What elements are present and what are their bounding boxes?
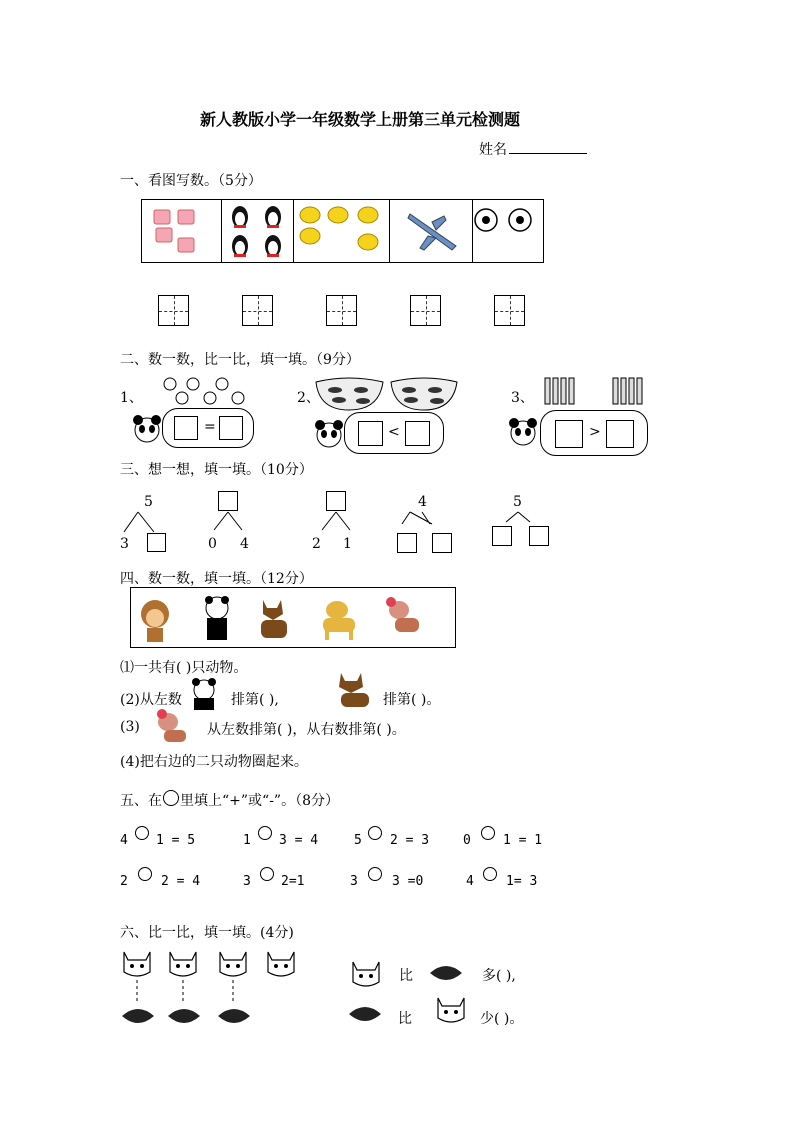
- section-3-heading: 三、想一想，填一填。（10分）: [120, 462, 313, 478]
- question-4-2a: (2)从左数: [120, 692, 182, 708]
- animals-strip: [130, 587, 456, 648]
- answer-box-3[interactable]: [326, 295, 357, 326]
- question-4-2b: 排第( ),: [231, 692, 279, 708]
- panda-icon: [188, 678, 222, 712]
- eq-row2-2a: 3: [243, 874, 251, 889]
- op-circle-6[interactable]: [260, 867, 274, 881]
- bond-3-left: 2: [312, 536, 321, 552]
- bond-5-left-box[interactable]: [492, 526, 512, 546]
- section-6-heading: 六、比一比，填一填。(4分): [120, 925, 294, 941]
- mouse-icon: [154, 708, 198, 748]
- cups-icon: [148, 206, 218, 258]
- panda-icon: [130, 412, 164, 446]
- eq-row1-4b: 1 = 1: [503, 833, 543, 848]
- name-label: 姓名: [479, 139, 587, 159]
- chicks-icon: [296, 204, 388, 260]
- eq-row2-2b: 2=1: [281, 874, 305, 889]
- eq-row2-1a: 2: [120, 874, 128, 889]
- soccer-balls-icon: [474, 208, 540, 234]
- cat-icon: [434, 994, 472, 1028]
- bond-1-right-box[interactable]: [147, 533, 166, 552]
- answer-box-2[interactable]: [242, 295, 273, 326]
- section-4-heading: 四、数一数，填一填。（12分）: [120, 571, 313, 587]
- eq-row2-4b: 1= 3: [506, 874, 538, 889]
- bond-4-right-box[interactable]: [432, 533, 452, 553]
- airplane-icon: [406, 210, 460, 254]
- cat-icon: [335, 669, 375, 709]
- eq-row1-2b: 3 = 4: [279, 833, 319, 848]
- item-3-number: 3、: [511, 390, 534, 406]
- item-2-number: 2、: [297, 390, 320, 406]
- question-4-4: (4)把右边的二只动物圈起来。: [120, 754, 308, 770]
- answer-box-5[interactable]: [494, 295, 525, 326]
- fish-icon: [347, 998, 383, 1030]
- picture-strip: [141, 199, 544, 263]
- op-circle-3[interactable]: [368, 826, 382, 840]
- operator-1: =: [204, 419, 216, 435]
- bond-5-right-box[interactable]: [529, 526, 549, 546]
- section-1-heading: 一、看图写数。（5分）: [120, 173, 262, 189]
- penguins-icon: [228, 203, 290, 261]
- compare-box-3b[interactable]: [606, 420, 634, 448]
- question-4-1: ⑴一共有( )只动物。: [120, 660, 248, 676]
- compare-answer-2: 少( )。: [480, 1011, 524, 1027]
- panda-icon: [506, 415, 540, 449]
- question-4-3a: (3): [120, 719, 140, 735]
- bond-2-right: 4: [240, 536, 249, 552]
- cats-fish-match-icon: [118, 946, 302, 1034]
- eq-row2-3a: 3: [350, 874, 358, 889]
- eq-row1-3b: 2 = 3: [390, 833, 430, 848]
- eq-row2-3b: 3 =0: [392, 874, 424, 889]
- question-4-2c: 排第( )。: [383, 692, 441, 708]
- bond-3-right: 1: [343, 536, 352, 552]
- circle-icon: [163, 790, 179, 806]
- eq-row1-3a: 5: [354, 833, 362, 848]
- animals-row-icon: [137, 594, 447, 644]
- op-circle-7[interactable]: [368, 867, 382, 881]
- compare-box-2b[interactable]: [405, 421, 430, 446]
- compare-box-2a[interactable]: [358, 421, 383, 446]
- op-circle-8[interactable]: [483, 867, 497, 881]
- op-circle-1[interactable]: [135, 826, 149, 840]
- op-circle-5[interactable]: [138, 867, 152, 881]
- eq-row1-1a: 4: [120, 833, 128, 848]
- compare-box-1b[interactable]: [219, 416, 243, 440]
- fish-icon: [428, 957, 464, 989]
- operator-2: <: [388, 424, 400, 440]
- compare-word-1: 比: [399, 968, 413, 984]
- fish-bowls-icon: [313, 376, 461, 412]
- pencils-icon: [543, 376, 647, 410]
- compare-box-1a[interactable]: [174, 416, 198, 440]
- eq-row1-2a: 1: [243, 833, 251, 848]
- apples-icon: [160, 376, 250, 406]
- eq-row2-4a: 4: [466, 874, 474, 889]
- answer-box-1[interactable]: [158, 295, 189, 326]
- panda-icon: [312, 417, 346, 451]
- compare-box-3a[interactable]: [555, 420, 583, 448]
- bond-4-left-box[interactable]: [397, 533, 417, 553]
- section-2-heading: 二、数一数，比一比，填一填。（9分）: [120, 352, 360, 368]
- answer-box-4[interactable]: [410, 295, 441, 326]
- operator-3: >: [589, 424, 601, 440]
- eq-row2-1b: 2 = 4: [161, 874, 201, 889]
- op-circle-4[interactable]: [481, 826, 495, 840]
- bond-2-top-box[interactable]: [218, 491, 238, 511]
- op-circle-2[interactable]: [258, 826, 272, 840]
- question-4-3b: 从左数排第( )，从右数排第( )。: [207, 722, 406, 738]
- cat-icon: [349, 958, 385, 992]
- compare-word-2: 比: [398, 1011, 412, 1027]
- eq-row1-4a: 0: [463, 833, 471, 848]
- bond-2-left: 0: [208, 536, 217, 552]
- item-1-number: 1、: [120, 390, 143, 406]
- eq-row1-1b: 1 = 5: [156, 833, 196, 848]
- compare-answer-1: 多( ),: [482, 968, 516, 984]
- bond-1-top: 5: [144, 494, 153, 510]
- bond-3-top-box[interactable]: [326, 491, 346, 511]
- page-title: 新人教版小学一年级数学上册第三单元检测题: [200, 110, 521, 129]
- bond-4-top: 4: [418, 494, 427, 510]
- bond-5-top: 5: [513, 494, 522, 510]
- bond-1-left: 3: [120, 536, 129, 552]
- section-5-heading: 五、在 里填上“+”或“-”。（8分）: [120, 790, 339, 810]
